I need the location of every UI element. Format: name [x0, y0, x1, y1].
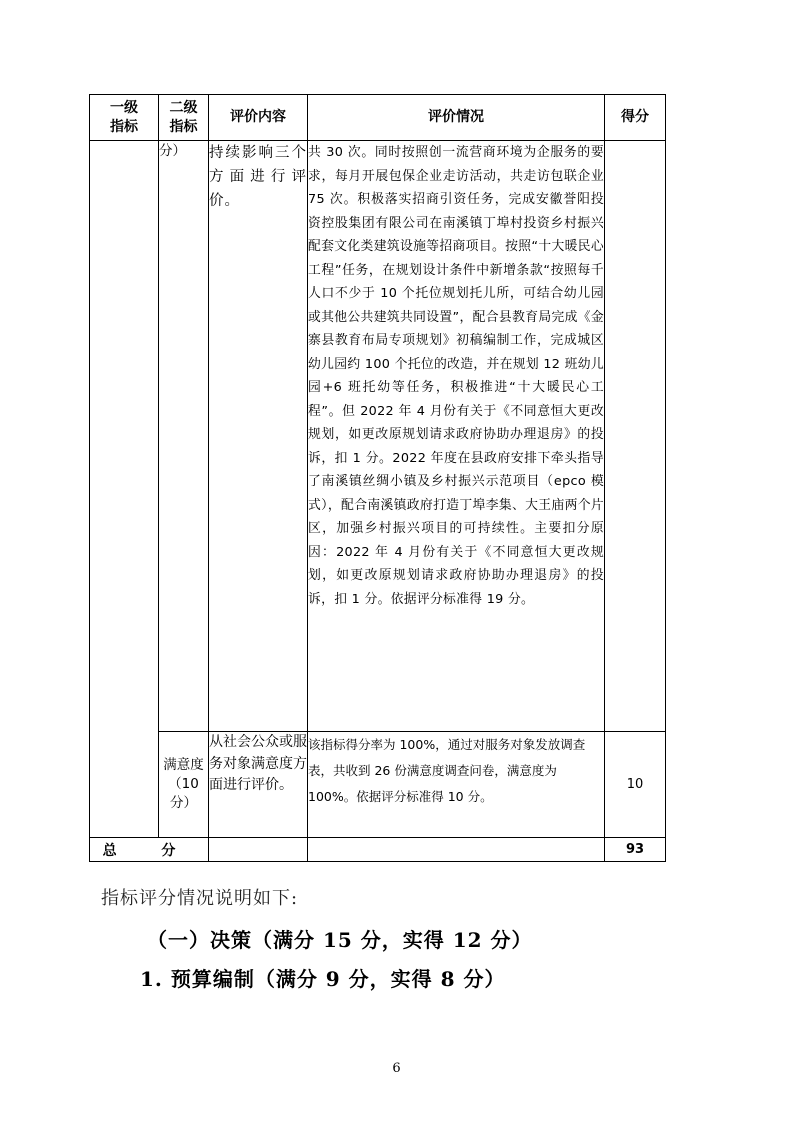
- total-label: 总 分: [90, 838, 209, 862]
- note-text: 指标评分情况说明如下:: [101, 888, 299, 909]
- level1-cell: [90, 141, 159, 838]
- description-cell: 共 30 次。同时按照创一流营商环境为企服务的要求，每月开展包保企业走访活动，共走访包联企业 75 次。积极落实招商引资任务，完成安徽誉阳投资控股集团有限公司在南溪镇丁埠村投资乡村振兴配套文化类建筑设施等招商项目。按照“十大暖民心工程”任务，在规划设计条件中新增条款“按照每千人口不少于 10 个托位规划托儿所，可结合幼儿园或其他公共建筑共同设置”，配合县教育局完成《金寨县教育布局专项规划》初稿编制工作，完成城区幼儿园约 100 个托位的改造，并在规划 12 班幼儿园+6 班托幼等任务，积极推进“十大暖民心工程”。但 2022 年 4 月份有关于《不同意恒大更改规划，如更改原规划请求政府协助办理退房》的投诉，扣 1 分。2022 年度在县政府安排下牵头指导了南溪镇丝绸小镇及乡村振兴示范项目（epco 模式），配合南溪镇政府打造丁埠李集、大王庙两个片区，加强乡村振兴项目的可持续性。主要扣分原因：2022 年 4 月份有关于《不同意恒大更改规划，如更改原规划请求政府协助办理退房》的投诉，扣 1 分。依据评分标准得 19 分。: [308, 141, 605, 732]
- table-row: [90, 732, 666, 838]
- score-cell: 10: [605, 732, 666, 838]
- section-heading: （一）决策（满分 15 分，实得 12 分）: [147, 928, 533, 952]
- evaluation-table: [89, 94, 666, 862]
- total-empty-cell: [209, 838, 308, 862]
- description-cell: 该指标得分率为 100%，通过对服务对象发放调查表，共收到 26 份满意度调查问卷，满意度为 100%。依据评分标准得 10 分。: [308, 732, 605, 838]
- page-number: 6: [392, 1061, 401, 1076]
- total-empty-cell: [308, 838, 605, 862]
- criteria-cell: 持续影响三个方面进行评价。: [209, 141, 308, 732]
- total-row: [90, 838, 666, 862]
- table-header-row: [90, 95, 666, 141]
- subsection-heading: 1. 预算编制（满分 9 分，实得 8 分）: [140, 967, 506, 991]
- level2-cell: 满意度 （10 分）: [159, 732, 209, 838]
- criteria-cell: 从社会公众或服务对象满意度方面进行评价。: [209, 732, 308, 838]
- header-level2: 二级 指标: [159, 95, 209, 141]
- score-cell: [605, 141, 666, 732]
- total-score: 93: [605, 838, 666, 862]
- header-score: 得分: [605, 95, 666, 141]
- level2-cell: 分）: [159, 141, 209, 732]
- header-level1: 一级 指标: [90, 95, 159, 141]
- table-row: [90, 141, 666, 732]
- header-criteria: 评价内容: [209, 95, 308, 141]
- header-description: 评价情况: [308, 95, 605, 141]
